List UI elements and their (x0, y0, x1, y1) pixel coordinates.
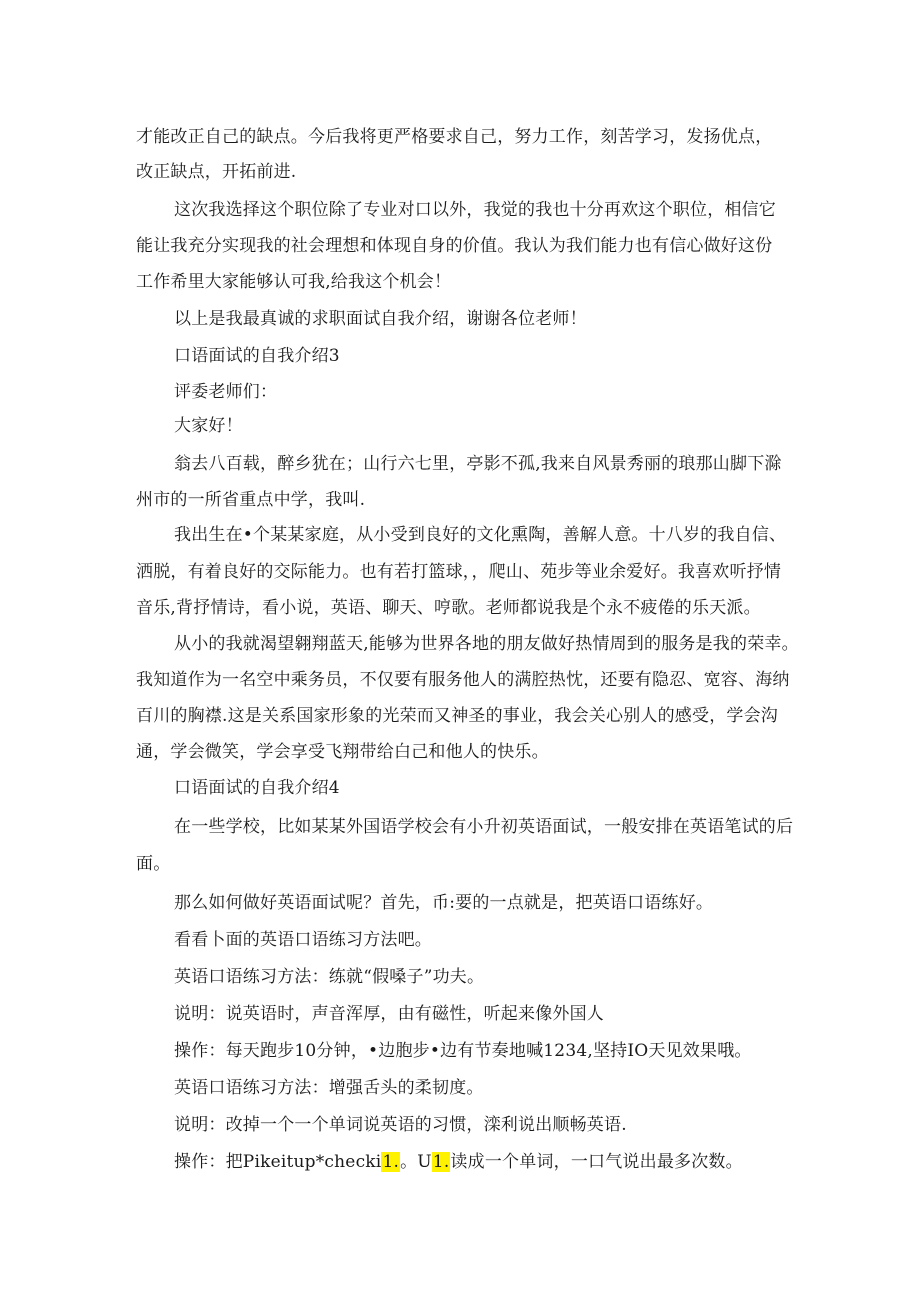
paragraph-line: 我知道作为一名空中乘务员，不仅要有服务他人的满腔热忱，还要有隐忍、宽容、海纳 (136, 670, 790, 690)
paragraph-line: 看看卜面的英语口语练习方法吧。 (174, 930, 432, 950)
paragraph-line: 以上是我最真诚的求职面试自我介绍，谢谢各位老师！ (174, 309, 587, 329)
paragraph-line: 说明：说英语时，声音浑厚，由有磁性，听起来像外国人 (174, 1004, 604, 1024)
highlighted-text: 1. (382, 1152, 400, 1172)
line-text: 读成一个单词，一口气说出最多次数。 (450, 1152, 743, 1172)
paragraph-line: 那么如何做好英语面试呢？首先，币:要的一点就是，把英语口语练好。 (174, 893, 714, 913)
paragraph-line: 翁去八百载，醉乡犹在；山行六七里，亭影不孤,我来自风景秀丽的琅那山脚下滁 (174, 454, 782, 474)
paragraph-line: 大家好！ (174, 416, 243, 436)
paragraph-line: 通，学会微笑，学会享受飞翔带给白己和他人的快乐。 (136, 742, 549, 762)
paragraph-line: 说明：改掉一个一个单词说英语的习惯，滦利说出顺畅英语. (174, 1115, 627, 1135)
paragraph-line: 英语口语练习方法：练就“假嗓子”功夫。 (174, 967, 485, 987)
highlighted-text: 1. (432, 1152, 450, 1172)
paragraph-line: 音乐,背抒情诗，看小说，英语、聊天、哼歌。老师都说我是个永不疲倦的乐天派。 (136, 598, 761, 618)
paragraph-line: 洒脱，有着良好的交际能力。也有若打篮球，，爬山、苑步等业余爱好。我喜欢听抒情 (136, 562, 782, 582)
section-heading: 口语面试的自我介绍3 (174, 346, 340, 366)
paragraph-line: 才能改正自己的缺点。今后我将更严格要求自己，努力工作，刻苦学习，发扬优点， (136, 127, 773, 147)
paragraph-line: 这次我选择这个职位除了专业对口以外，我觉的我也十分再欢这个职位，相信它 (174, 200, 776, 220)
paragraph-line: 州市的一所省重点中学，我叫. (136, 490, 366, 510)
paragraph-line (174, 1150, 743, 1174)
paragraph-line: 评委老师们： (174, 382, 278, 402)
paragraph-line: 改正缺点，开拓前进. (136, 162, 297, 182)
paragraph-line: 英语口语练习方法：增强舌头的柔韧度。 (174, 1078, 484, 1098)
line-text: 。U (400, 1152, 432, 1172)
paragraph-line: 面。 (136, 854, 171, 874)
line-text: 操作：把Pikeitup*checki (174, 1152, 382, 1172)
paragraph-line: 能让我充分实现我的社会理想和体现自身的价值。我认为我们能力也有信心做好这份 (136, 236, 773, 256)
paragraph-line: 我出生在•个某某家庭，从小受到良好的文化熏陶，善解人意。十八岁的我自信、 (174, 525, 787, 545)
paragraph-line: 操作：每天跑步10分钟，•边胞步•边有节奏地喊1234,坚持IO天见效果哦。 (174, 1041, 752, 1061)
paragraph-line: 工作希里大家能够认可我,给我这个机会！ (136, 272, 452, 292)
paragraph-line: 从小的我就渴望翱翔蓝天,能够为世界各地的朋友做好热情周到的服务是我的荣幸。 (174, 634, 799, 654)
paragraph-line: 百川的胸襟.这是关系国家形象的光荣而又神圣的事业，我会关心别人的感受，学会沟 (136, 706, 779, 726)
section-heading: 口语面试的自我介绍4 (174, 778, 340, 798)
paragraph-line: 在一些学校，比如某某外国语学校会有小升初英语面试，一般安排在英语笔试的后 (174, 817, 794, 837)
